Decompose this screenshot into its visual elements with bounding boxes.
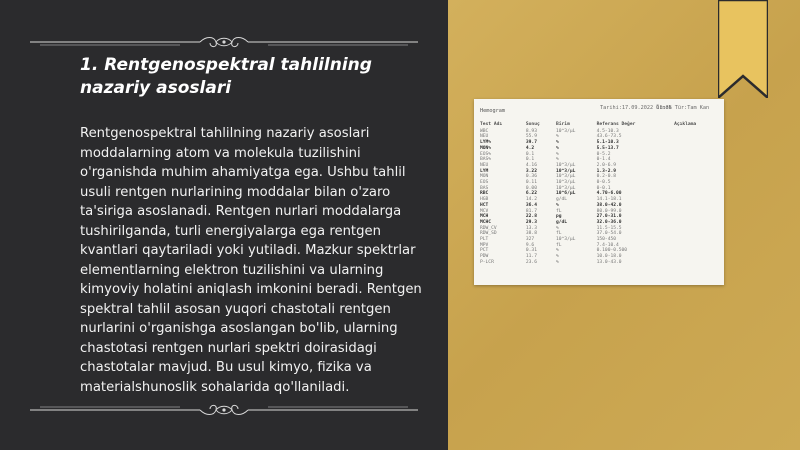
table-cell: 10^3/µL [556,174,576,180]
column-header: Açıklama [674,122,697,127]
table-cell: 10^3/µL [556,237,576,243]
table-cell: 7.4-10.4 [596,242,619,248]
column-header: Birim [556,122,570,127]
table-cell: 29.3 [525,219,537,225]
table-cell: 55.9 [525,134,537,140]
table-cell: RDW_CV [480,225,497,231]
table-cell: 1.3-2.9 [596,168,616,174]
table-cell: 0.36 [525,174,537,180]
table-cell: NEU [480,162,489,168]
slide-title: 1. Rentgenospektral tahlilning nazariy asoslari [80,55,372,98]
table-cell: % [556,151,559,157]
table-cell: fL [556,231,562,237]
table-cell: 14.2 [525,197,537,203]
report-sample-type: Örnek Tür:Tam Kan [656,105,710,111]
table-cell: 327 [525,237,535,243]
table-row [480,260,720,266]
table-cell: LYM% [480,140,492,146]
table-cell: 6.22 [525,191,537,197]
table-cell: 0.31 [525,248,537,254]
table-cell: P-LCR [480,259,494,265]
table-cell: 4.16 [525,162,537,168]
report-table-body [480,129,720,266]
table-cell: 0.1 [525,151,535,157]
table-cell: g/dL [556,197,568,203]
table-cell: 9.6 [525,242,535,248]
table-cell: 0.100-0.500 [596,248,628,254]
table-cell: 5.1-10.3 [596,140,619,146]
table-cell: 13.0-43.0 [596,259,622,265]
report-table [480,122,720,266]
table-cell: % [556,134,559,140]
table-cell [674,260,720,266]
table-cell: 10^3/µL [556,168,576,174]
table-cell: MCH [480,214,489,220]
table-cell: pg [556,214,562,220]
table-cell: 4.5-10.3 [596,128,619,134]
table-cell: BAS% [480,157,492,163]
table-cell: BAS [480,185,489,191]
table-cell: 10^6/µL [556,191,576,197]
report-table-header [480,122,720,129]
column-header: Test Adı [480,122,503,127]
table-cell: 0-5.2 [596,151,611,157]
table-cell: 39.7 [525,140,537,146]
table-cell: 43.6-73.5 [596,134,622,140]
table-cell: LYM [480,168,489,174]
table-cell: PCT [480,248,489,254]
table-cell: 13.3 [525,225,537,231]
table-cell: 8.93 [525,128,537,134]
table-cell: 0.1 [525,157,535,163]
table-cell: % [556,259,559,265]
table-cell: 150-450 [596,237,616,243]
table-cell: 0-0.1 [596,185,611,191]
table-cell: % [556,145,559,151]
table-cell: MON% [480,145,492,151]
table-cell: EOS [480,180,489,186]
table-cell: % [556,254,559,260]
report-title: Hemogram [480,108,505,114]
table-cell: % [556,202,559,208]
table-cell: NEU [480,134,489,140]
table-cell: PLT [480,237,489,243]
table-cell: 11.5-15.5 [596,225,622,231]
table-cell: HCT [480,202,489,208]
table-cell: % [556,248,559,254]
table-cell: MCHC [480,219,492,225]
table-cell: 10^3/µL [556,185,576,191]
table-cell: 10^3/µL [556,162,576,168]
table-cell: % [556,140,559,146]
table-cell: 10.0-18.0 [596,254,622,260]
table-cell: 81.7 [525,208,537,214]
ornament-divider-bottom [30,402,418,418]
ornament-divider-top [30,34,418,50]
table-cell: fL [556,242,562,248]
column-header: Referans Değer [596,122,636,127]
table-cell: 5.5-13.7 [596,145,619,151]
table-cell: EOS% [480,151,492,157]
column-header: Sonuç [525,122,540,127]
report-date: Tarihi:17.09.2022 11:35 [600,105,672,111]
table-cell: 2.0-6.9 [596,162,616,168]
table-cell: 0-0.5 [596,180,611,186]
table-cell: 22.8 [525,214,537,220]
table-cell: fL [556,208,562,214]
table-cell: HGB [480,197,489,203]
table-cell: 4.70-6.00 [596,191,622,197]
table-cell: 3.22 [525,168,537,174]
table-cell: 37.0-54.0 [596,231,622,237]
table-cell: % [556,157,559,163]
lab-report-image [474,99,724,285]
table-cell: RBC [480,191,489,197]
table-cell: 38.8 [525,231,537,237]
table-cell: 11.7 [525,254,537,260]
table-cell: 38.0-42.0 [596,202,622,208]
table-cell: MON [480,174,489,180]
table-cell: 10^3/µL [556,180,576,186]
table-cell: WBC [480,128,489,134]
table-cell: 80.0-99.0 [596,208,622,214]
table-cell: 0.2-0.8 [596,174,616,180]
table-cell: 4.2 [525,145,535,151]
table-cell: 23.6 [525,259,537,265]
table-cell: 10^3/µL [556,128,576,134]
table-cell: MCV [480,208,489,214]
table-cell: 32.0-36.0 [596,219,622,225]
table-cell: MPV [480,242,489,248]
table-cell: 27.0-31.0 [596,214,622,220]
table-cell: 0-1.4 [596,157,611,163]
table-cell: 0.11 [525,180,537,186]
table-cell: 14.1-18.1 [596,197,622,203]
bookmark-ribbon-icon [718,0,768,98]
table-cell: PDW [480,254,489,260]
table-cell: 36.4 [525,202,537,208]
table-cell: % [556,225,559,231]
table-cell: 0.00 [525,185,537,191]
table-cell: g/dL [556,219,568,225]
table-cell: RDW_SD [480,231,497,237]
slide-body-text: Rentgenospektral tahlilning nazariy asoslari moddalarning atom va molekula tuzilishini o'rganishda muhim ahamiyatga ega. Ushbu tahlil usuli rentgen nurlarining moddalar bilan o'zaro ta'siriga asoslanadi. Rentgen nurlari moddalarga tushirilganda, turli energiyalarga ega rentgen kvantlari qaytariladi yoki yutiladi. Mazkur spektrlar elementlarning elektron tuzilishini va ularning kimyoviy holatini aniqlash imkonini beradi. Rentgen spektral tahlil asosan yuqori chastotali rentgen nurlarini o'rganishga asoslangan bo'lib, ularning chastotasi rentgen nurlari spektri doirasidagi chastotalar mavjud. Bu usul kimyo, fizika va materialshunoslik sohalarida qo'llaniladi. [80,126,422,395]
